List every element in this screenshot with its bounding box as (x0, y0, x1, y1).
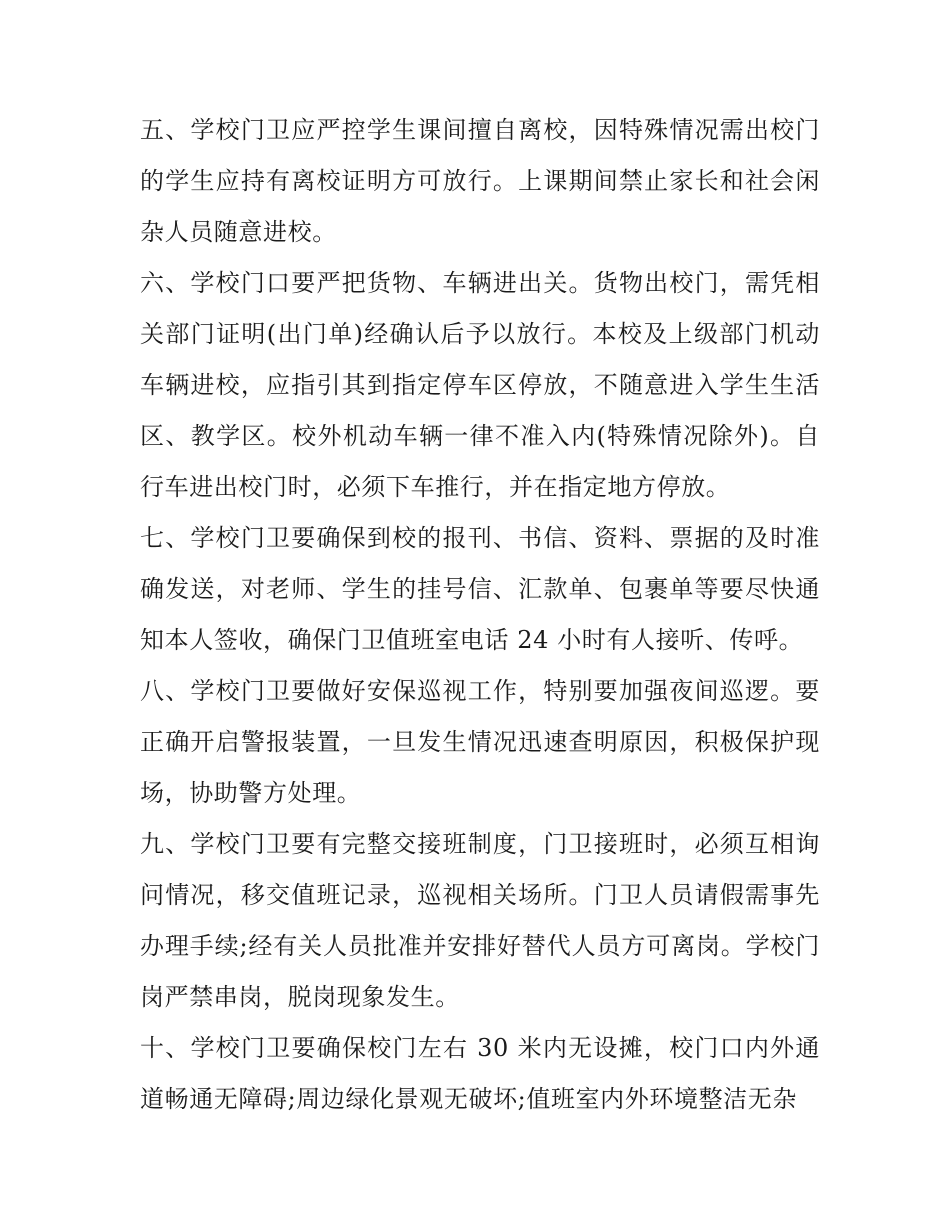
paragraph-rule-9: 九、学校门卫要有完整交接班制度，门卫接班时，必须互相询问情况，移交值班记录，巡视相关场所。门卫人员请假需事先办理手续;经有关人员批准并安排好替代人员方可离岗。学校门岗严禁串岗，脱岗现象发生。 (140, 830, 820, 1011)
paragraph-rule-5: 五、学校门卫应严控学生课间擅自离校，因特殊情况需出校门的学生应持有离校证明方可放行。上课期间禁止家长和社会闲杂人员随意进校。 (140, 116, 820, 246)
paragraph-rule-6: 六、学校门口要严把货物、车辆进出关。货物出校门，需凭相关部门证明(出门单)经确认后予以放行。本校及上级部门机动车辆进校，应指引其到指定停车区停放，不随意进入学生生活区、教学区。校外机动车辆一律不准入内(特殊情况除外)。自行车进出校门时，必须下车推行，并在指定地方停放。 (140, 269, 820, 501)
paragraph-rule-7: 七、学校门卫要确保到校的报刊、书信、资料、票据的及时准确发送，对老师、学生的挂号信、汇款单、包裹单等要尽快通知本人签收，确保门卫值班室电话 24 小时有人接听、传呼。 (140, 524, 820, 654)
document-body (140, 105, 820, 1125)
paragraph-rule-8: 八、学校门卫要做好安保巡视工作，特别要加强夜间巡逻。要正确开启警报装置，一旦发生情况迅速查明原因，积极保护现场，协助警方处理。 (140, 677, 820, 807)
paragraph-rule-10: 十、学校门卫要确保校门左右 30 米内无设摊，校门口内外通道畅通无障碍;周边绿化景观无破坏;值班室内外环境整洁无杂 (140, 1034, 820, 1113)
